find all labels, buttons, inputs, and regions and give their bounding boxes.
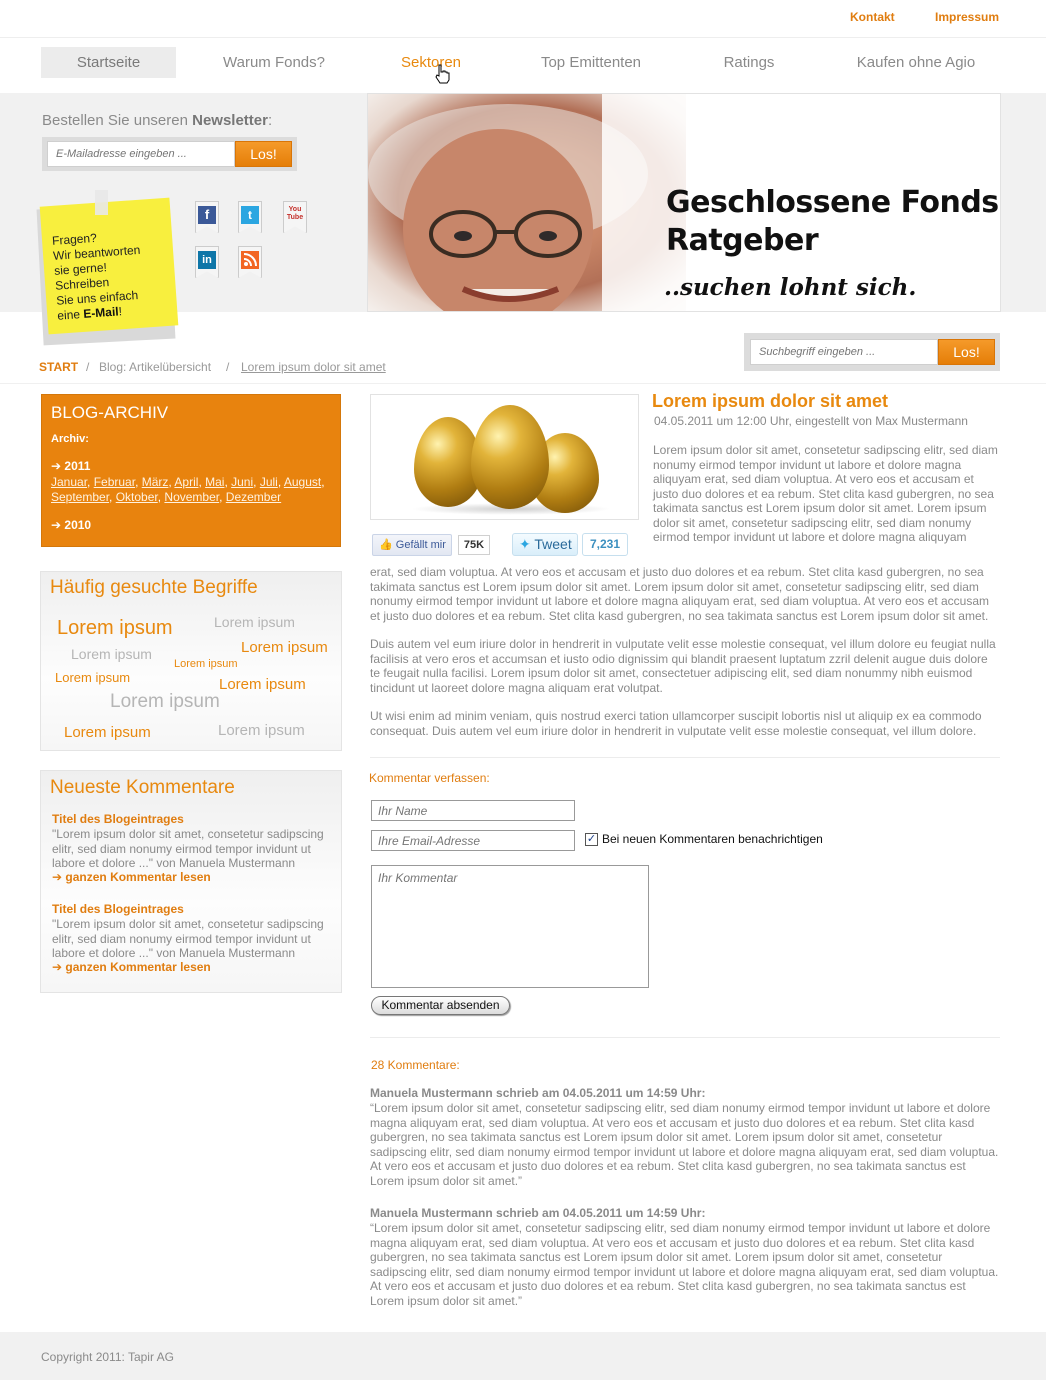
tag-link[interactable]: Lorem ipsum [110,691,220,712]
breadcrumb-blog[interactable]: Blog: Artikelübersicht [99,360,212,374]
name-field[interactable] [371,800,575,821]
sticky-line: sie gerne! Schreiben [53,260,110,293]
nav-warum-fonds[interactable]: Warum Fonds? [223,54,325,71]
archive-year-2011[interactable]: ➔ 2011 [51,459,91,473]
month-link[interactable]: November [164,490,220,504]
tag-link[interactable]: Lorem ipsum [64,724,151,741]
article-paragraph: Ut wisi enim ad minim veniam, quis nostrud exerci tation ullamcorper suscipit lobortis nisl ut aliquip ex ea commodo consequat. Duis autem vel eum iriure dolor in hendrerit in vulputate velit esse molestie consequat, vel illum dolore. [370,709,982,738]
read-comment-link[interactable]: ➔ ganzen Kommentar lesen [52,960,211,974]
month-link[interactable]: Januar [51,475,88,489]
newsletter-title: Bestellen Sie unseren Newsletter: [42,112,273,129]
article-image-golden-eggs [370,394,639,520]
tag-link[interactable]: Lorem ipsum [218,722,305,739]
tag-link[interactable]: Lorem ipsum [57,617,173,639]
comment-form-label: Kommentar verfassen: [369,771,490,785]
archive-title: BLOG-ARCHIV [51,403,169,422]
article-paragraph: erat, sed diam voluptua. At vero eos et accusam et justo duo dolores et ea rebum. Stet clita kasd gubergren, no sea takimata sanctus est Lorem ipsum dolor sit amet. Lorem ipsum dolor sit amet, consetetur sadipscing elitr, sed diam nonumy eirmod tempor invidunt ut labore et dolore magna aliquyam erat, sed diam voluptua. At vero eos et accusam et justo duo dolores et ea rebum. Stet clita kasd gubergren, no sea takimata sanctus est Lorem ipsum dolor sit amet. [370,565,990,623]
month-link[interactable]: September [51,490,110,504]
section-divider [370,757,1000,758]
sticky-line: Sie uns einfach [55,288,139,308]
archive-months: Januar, Februar, März, April, Mai, Juni, Juli, August, September, Oktober, November, Dezember [51,475,325,504]
facebook-icon[interactable]: f [195,201,219,233]
top-divider [0,37,1046,38]
sticky-line: Fragen? [51,230,98,248]
blog-archive-box [41,394,341,547]
email-link[interactable]: E-Mail [82,304,120,321]
month-link[interactable]: August [283,475,322,489]
newsletter-email-input[interactable] [47,141,235,167]
latest-comments-box [40,770,342,993]
comment-excerpt: "Lorem ipsum dolor sit amet, consetetur sadipscing elitr, sed diam nonumy eirmod tempor invidunt ut labore et dolore ..." von Manuela Mustermann [52,827,324,870]
youtube-icon[interactable]: You Tube [283,201,307,233]
comment-header: Manuela Mustermann schrieb am 04.05.2011 um 14:59 Uhr: [370,1086,706,1100]
tag-cloud-box [40,571,342,751]
search-button[interactable]: Los! [938,339,995,365]
latest-comments-title: Neueste Kommentare [50,777,235,798]
tweet-count: 7,231 [582,533,628,556]
breadcrumb-separator: / [226,360,230,374]
facebook-like-button[interactable]: 👍 Gefällt mir [372,534,452,556]
search-input[interactable] [750,339,938,365]
tag-link[interactable]: Lorem ipsum [174,658,238,670]
comment-count: 28 Kommentare: [371,1058,460,1072]
month-link[interactable]: April [174,475,199,489]
like-count: 75K [458,535,490,555]
sticky-tape [95,190,108,215]
comment-body: “Lorem ipsum dolor sit amet, consetetur sadipscing elitr, sed diam nonumy eirmod tempor invidunt ut labore et dolore magna aliquyam erat, sed diam voluptua. At vero eos et accusam et justo duo dolores et ea rebum. Stet clita kasd gubergren, no sea takimata sanctus est Lorem ipsum dolor sit amet. Lorem ipsum dolor sit amet, consetetur sadipscing elitr, sed diam nonumy eirmod tempor invidunt ut labore et dolore magna aliquyam erat, sed diam voluptua. At vero eos et accusam et justo duo dolores et ea rebum. Stet clita kasd gubergren, no sea takimata sanctus est Lorem ipsum dolor sit amet.” [370,1101,999,1188]
tag-cloud-title: Häufig gesuchte Begriffe [50,577,258,598]
nav-top-emittenten[interactable]: Top Emittenten [540,54,642,71]
hero-title: Geschlossene Fonds Ratgeber [666,185,999,258]
month-link[interactable]: Dezember [225,490,282,504]
sticky-note [40,198,179,335]
hero-portrait-image [368,94,686,312]
impressum-link[interactable]: Impressum [935,10,1000,24]
footer [0,1332,1046,1380]
comment-excerpt: "Lorem ipsum dolor sit amet, consetetur sadipscing elitr, sed diam nonumy eirmod tempor invidunt ut labore et dolore ..." von Manuela Mustermann [52,917,324,960]
notify-checkbox[interactable]: ✓ [586,833,597,845]
article-title: Lorem ipsum dolor sit amet [652,391,889,411]
month-link[interactable]: Mai [205,475,225,489]
breadcrumb-start[interactable]: START [39,360,79,374]
section-divider [370,1037,1000,1038]
linkedin-icon[interactable]: in [195,246,219,278]
kontakt-link[interactable]: Kontakt [850,10,895,24]
breadcrumb-divider [0,383,1046,384]
nav-startseite[interactable]: Startseite [41,47,176,78]
tag-link[interactable]: Lorem ipsum [219,676,306,693]
sticky-line: eine E-Mail! [56,304,123,323]
twitter-icon[interactable]: t [238,201,262,233]
archive-subtitle: Archiv: [51,433,89,445]
breadcrumb-current[interactable]: Lorem ipsum dolor sit amet [241,360,386,374]
tag-link[interactable]: Lorem ipsum [241,639,328,656]
month-link[interactable]: März [141,475,169,489]
hand-cursor-icon [434,64,452,84]
rss-icon[interactable] [238,246,262,278]
month-link[interactable]: Oktober [115,490,158,504]
article-meta: 04.05.2011 um 12:00 Uhr, eingestellt von Max Mustermann [654,414,968,428]
month-link[interactable]: Juli [259,475,278,489]
comment-textarea[interactable] [371,865,649,988]
copyright: Copyright 2011: Tapir AG [41,1350,174,1364]
newsletter-submit-button[interactable]: Los! [235,141,292,167]
tag-link[interactable]: Lorem ipsum [214,614,295,630]
email-field[interactable] [371,830,575,851]
tweet-button[interactable]: ✦ Tweet [512,533,578,556]
notify-label: Bei neuen Kommentaren benachrichtigen [602,832,823,846]
tag-link[interactable]: Lorem ipsum [55,670,131,685]
month-link[interactable]: Juni [231,475,254,489]
month-link[interactable]: Februar [93,475,136,489]
hero-tagline: ..suchen lohnt sich. [664,274,917,301]
article-paragraph: Duis autem vel eum iriure dolor in hendrerit in vulputate velit esse molestie consequat, vel illum dolore eu feugiat nulla facilisis at vero eros et accumsan et iusto odio dignissim qui blandit praesent luptatum zzril delenit augue duis dolore te feugait nulla facilisi. Lorem ipsum dolor sit amet, consectetuer adipiscing elit, sed diam nonummy nibh euismod tincidunt ut laoreet dolore magna aliquam erat volutpat. [370,637,996,695]
nav-sektoren[interactable]: Sektoren [400,54,462,71]
nav-kaufen-ohne-agio[interactable]: Kaufen ohne Agio [856,54,976,71]
article-paragraph: Lorem ipsum dolor sit amet, consetetur sadipscing elitr, sed diam nonumy eirmod tempor invidunt ut labore et dolore magna aliquyam erat, sed diam voluptua. At vero eos et accusam et justo duo dolores et ea rebum. Stet clita kasd gubergren, no sea takimata sanctus est Lorem ipsum dolor sit amet. Lorem ipsum dolor sit amet, consetetur sadipscing elitr, sed diam nonumy eirmod tempor invidunt ut labore et dolore magna aliquyam [653,443,998,544]
sticky-line: Wir beantworten [52,242,141,263]
read-comment-link[interactable]: ➔ ganzen Kommentar lesen [52,870,211,884]
breadcrumb-separator: / [86,360,90,374]
comment-body: “Lorem ipsum dolor sit amet, consetetur sadipscing elitr, sed diam nonumy eirmod tempor invidunt ut labore et dolore magna aliquyam erat, sed diam voluptua. At vero eos et accusam et justo duo dolores et ea rebum. Stet clita kasd gubergren, no sea takimata sanctus est Lorem ipsum dolor sit amet. Lorem ipsum dolor sit amet, consetetur sadipscing elitr, sed diam nonumy eirmod tempor invidunt ut labore et dolore magna aliquyam erat, sed diam voluptua. At vero eos et accusam et justo duo dolores et ea rebum. Stet clita kasd gubergren, no sea takimata sanctus est Lorem ipsum dolor sit amet.” [370,1221,999,1308]
comment-entry-title[interactable]: Titel des Blogeintrages [52,812,184,826]
comment-entry-title[interactable]: Titel des Blogeintrages [52,902,184,916]
tag-link[interactable]: Lorem ipsum [71,646,152,662]
archive-year-2010[interactable]: ➔ 2010 [51,518,92,532]
nav-ratings[interactable]: Ratings [723,54,775,71]
submit-comment-button[interactable]: Kommentar absenden [371,996,510,1015]
hero-banner [367,93,1001,312]
comment-header: Manuela Mustermann schrieb am 04.05.2011 um 14:59 Uhr: [370,1206,706,1220]
